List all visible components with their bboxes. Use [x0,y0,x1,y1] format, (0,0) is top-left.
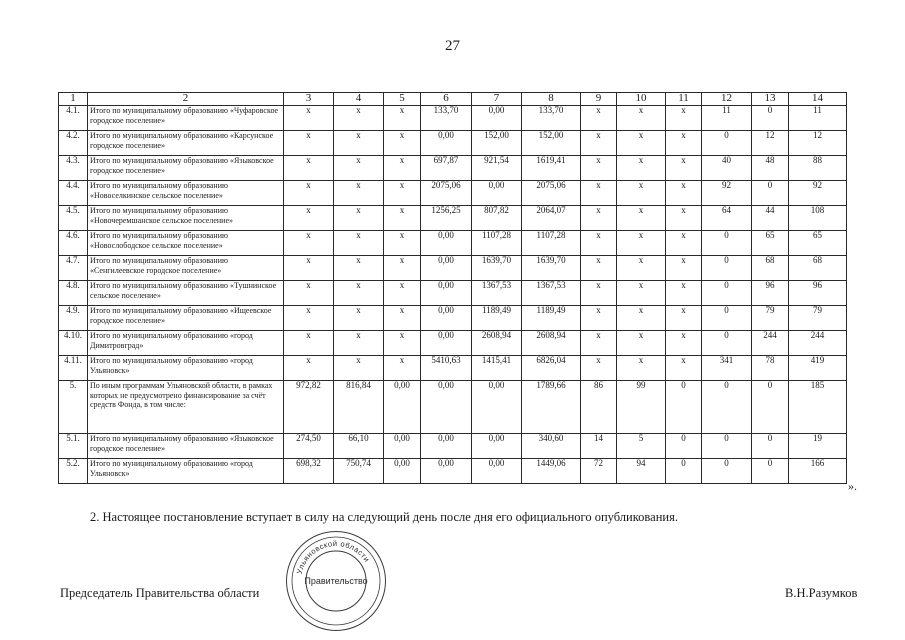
value-cell: x [617,331,666,356]
value-cell: 6826,04 [522,356,581,381]
row-name: Итого по муниципальному образованию «Новослободское сельское поселение» [88,231,284,256]
value-cell: x [581,356,617,381]
value-cell: 65 [752,231,789,256]
value-cell: 64 [702,206,752,231]
value-cell: 5410,63 [421,356,472,381]
table-row [59,231,847,256]
value-cell: 0 [702,331,752,356]
table-row [59,206,847,231]
value-cell: 12 [789,131,847,156]
row-name: Итого по муниципальному образованию «Языковское городское поселение» [88,156,284,181]
header-cell: 12 [702,93,752,106]
value-cell: 86 [581,381,617,434]
row-number: 4.11. [59,356,88,381]
value-cell: x [334,331,384,356]
value-cell: 48 [752,156,789,181]
value-cell: 0 [702,434,752,459]
value-cell: x [334,256,384,281]
row-number: 5.1. [59,434,88,459]
official-seal [286,531,386,631]
value-cell: x [284,306,334,331]
closing-quote: ». [848,479,857,493]
value-cell: x [666,106,702,131]
value-cell: 152,00 [472,131,522,156]
signature-title: Председатель Правительства области [60,586,260,600]
value-cell: 0 [702,459,752,484]
value-cell: x [666,131,702,156]
value-cell: x [384,156,421,181]
value-cell: 1415,41 [472,356,522,381]
table-row [59,381,847,434]
value-cell: 0 [702,281,752,306]
value-cell: 1189,49 [522,306,581,331]
value-cell: 92 [789,181,847,206]
row-number: 4.2. [59,131,88,156]
value-cell: 750,74 [334,459,384,484]
table-row [59,131,847,156]
value-cell: x [384,131,421,156]
value-cell: 0,00 [472,459,522,484]
value-cell: 68 [752,256,789,281]
value-cell: x [284,356,334,381]
value-cell: 133,70 [522,106,581,131]
value-cell: x [334,106,384,131]
header-cell: 1 [59,93,88,106]
header-cell: 5 [384,93,421,106]
value-cell: 0 [666,459,702,484]
value-cell: 807,82 [472,206,522,231]
value-cell: x [384,181,421,206]
value-cell: 65 [789,231,847,256]
value-cell: 2608,94 [472,331,522,356]
row-number: 4.10. [59,331,88,356]
value-cell: x [581,231,617,256]
value-cell: 40 [702,156,752,181]
value-cell: x [617,156,666,181]
value-cell: x [384,331,421,356]
value-cell: x [384,206,421,231]
value-cell: 2064,07 [522,206,581,231]
value-cell: x [581,206,617,231]
row-name: Итого по муниципальному образованию «город Димитровград» [88,331,284,356]
value-cell: 340,60 [522,434,581,459]
header-cell: 3 [284,93,334,106]
value-cell: x [581,306,617,331]
value-cell: 1189,49 [472,306,522,331]
page-number: 27 [445,38,460,54]
value-cell: 698,32 [284,459,334,484]
value-cell: 1367,53 [522,281,581,306]
row-number: 5.2. [59,459,88,484]
value-cell: x [581,131,617,156]
value-cell: x [666,356,702,381]
value-cell: 0 [702,231,752,256]
value-cell: 0,00 [421,231,472,256]
row-name: По иным программам Ульяновской области, в рамках которых не предусмотрено финансирование за счёт средств Фонда, в том числе: [88,381,284,434]
value-cell: 14 [581,434,617,459]
value-cell: 0,00 [421,281,472,306]
value-cell: 972,82 [284,381,334,434]
value-cell: x [617,106,666,131]
value-cell: 0 [702,256,752,281]
value-cell: x [384,356,421,381]
table-row [59,156,847,181]
row-name: Итого по муниципальному образованию «Чуфаровское городское поселение» [88,106,284,131]
value-cell: 19 [789,434,847,459]
value-cell: x [666,206,702,231]
value-cell: 152,00 [522,131,581,156]
value-cell: x [384,106,421,131]
value-cell: 0,00 [421,434,472,459]
value-cell: x [666,281,702,306]
row-name: Итого по муниципальному образованию «Карсунское городское поселение» [88,131,284,156]
value-cell: 1367,53 [472,281,522,306]
value-cell: 5 [617,434,666,459]
value-cell: 0 [702,381,752,434]
header-cell: 8 [522,93,581,106]
value-cell: x [384,306,421,331]
header-cell: 2 [88,93,284,106]
row-name: Итого по муниципальному образованию «Тушнинское сельское поселение» [88,281,284,306]
value-cell: 0 [752,434,789,459]
value-cell: 1619,41 [522,156,581,181]
row-number: 4.4. [59,181,88,206]
table-row [59,434,847,459]
value-cell: x [617,356,666,381]
clause-text: 2. Настоящее постановление вступает в силу на следующий день после дня его официального опубликования. [90,510,678,524]
value-cell: 0,00 [472,106,522,131]
value-cell: x [666,331,702,356]
value-cell: 0,00 [421,131,472,156]
value-cell: x [666,231,702,256]
value-cell: 1107,28 [472,231,522,256]
table-row [59,459,847,484]
seal-graphic [287,532,385,630]
value-cell: x [284,156,334,181]
value-cell: 0 [752,381,789,434]
row-number: 4.1. [59,106,88,131]
row-name: Итого по муниципальному образованию «город Ульяновск» [88,356,284,381]
value-cell: x [334,131,384,156]
table-row [59,181,847,206]
row-name: Итого по муниципальному образованию «Языковское городское поселение» [88,434,284,459]
value-cell: x [666,256,702,281]
value-cell: 244 [752,331,789,356]
value-cell: 0 [666,434,702,459]
value-cell: 79 [752,306,789,331]
value-cell: 816,84 [334,381,384,434]
value-cell: x [284,106,334,131]
value-cell: 0,00 [472,381,522,434]
value-cell: 0,00 [421,306,472,331]
value-cell: 72 [581,459,617,484]
header-cell: 4 [334,93,384,106]
value-cell: 96 [789,281,847,306]
value-cell: 1639,70 [522,256,581,281]
value-cell: 66,10 [334,434,384,459]
value-cell: 78 [752,356,789,381]
value-cell: 274,50 [284,434,334,459]
value-cell: 0,00 [472,181,522,206]
table-row [59,106,847,131]
data-table [58,92,847,484]
value-cell: x [666,306,702,331]
value-cell: 166 [789,459,847,484]
row-number: 4.6. [59,231,88,256]
value-cell: 0 [752,459,789,484]
header-cell: 7 [472,93,522,106]
value-cell: x [334,206,384,231]
value-cell: 0 [752,181,789,206]
value-cell: x [284,331,334,356]
row-number: 4.3. [59,156,88,181]
value-cell: 0 [666,381,702,434]
row-number: 4.9. [59,306,88,331]
value-cell: 99 [617,381,666,434]
signature-name: В.Н.Разумков [785,586,858,600]
value-cell: x [581,181,617,206]
value-cell: x [666,156,702,181]
table-row [59,356,847,381]
value-cell: 0,00 [384,434,421,459]
value-cell: 79 [789,306,847,331]
value-cell: x [617,206,666,231]
value-cell: 68 [789,256,847,281]
value-cell: 921,54 [472,156,522,181]
value-cell: 2075,06 [522,181,581,206]
value-cell: x [284,281,334,306]
seal-center-text: Правительство [304,576,368,586]
value-cell: 185 [789,381,847,434]
value-cell: x [284,206,334,231]
table-row [59,256,847,281]
value-cell: x [617,181,666,206]
value-cell: 133,70 [421,106,472,131]
row-name: Итого по муниципальному образованию «Ищеевское городское поселение» [88,306,284,331]
value-cell: 697,87 [421,156,472,181]
header-cell: 6 [421,93,472,106]
value-cell: x [581,331,617,356]
header-cell: 11 [666,93,702,106]
value-cell: 2075,06 [421,181,472,206]
row-number: 4.7. [59,256,88,281]
value-cell: x [581,256,617,281]
value-cell: 419 [789,356,847,381]
value-cell: 0,00 [421,381,472,434]
value-cell: 1639,70 [472,256,522,281]
seal-ring-text: Ульяновской области [294,538,372,575]
header-cell: 14 [789,93,847,106]
value-cell: x [284,231,334,256]
value-cell: 0,00 [472,434,522,459]
value-cell: x [334,231,384,256]
value-cell: 341 [702,356,752,381]
row-number: 5. [59,381,88,434]
value-cell: 0,00 [421,331,472,356]
value-cell: x [334,156,384,181]
value-cell: 0,00 [384,381,421,434]
value-cell: x [284,131,334,156]
value-cell: 92 [702,181,752,206]
value-cell: x [617,281,666,306]
value-cell: 44 [752,206,789,231]
table-row [59,331,847,356]
value-cell: 0 [752,106,789,131]
value-cell: x [384,256,421,281]
value-cell: 0 [702,306,752,331]
value-cell: 1256,25 [421,206,472,231]
value-cell: x [581,281,617,306]
value-cell: 12 [752,131,789,156]
value-cell: 96 [752,281,789,306]
table-header-row [59,93,847,106]
row-number: 4.5. [59,206,88,231]
value-cell: x [334,356,384,381]
value-cell: 0,00 [384,459,421,484]
value-cell: x [617,306,666,331]
header-cell: 13 [752,93,789,106]
value-cell: x [666,181,702,206]
value-cell: x [384,281,421,306]
value-cell: x [617,256,666,281]
value-cell: 0,00 [421,459,472,484]
row-name: Итого по муниципальному образованию «Сенгилеевское городское поселение» [88,256,284,281]
value-cell: 0 [702,131,752,156]
value-cell: x [384,231,421,256]
table-row [59,306,847,331]
value-cell: 11 [789,106,847,131]
row-name: Итого по муниципальному образованию «город Ульяновск» [88,459,284,484]
value-cell: 1789,66 [522,381,581,434]
header-cell: 10 [617,93,666,106]
value-cell: 11 [702,106,752,131]
row-number: 4.8. [59,281,88,306]
row-name: Итого по муниципальному образованию «Новоселкинское сельское поселение» [88,181,284,206]
value-cell: x [581,106,617,131]
value-cell: x [334,281,384,306]
value-cell: 2608,94 [522,331,581,356]
header-cell: 9 [581,93,617,106]
value-cell: 1449,06 [522,459,581,484]
value-cell: x [617,231,666,256]
table-row [59,281,847,306]
value-cell: 1107,28 [522,231,581,256]
value-cell: 88 [789,156,847,181]
value-cell: x [581,156,617,181]
value-cell: 0,00 [421,256,472,281]
value-cell: 108 [789,206,847,231]
value-cell: x [334,306,384,331]
value-cell: x [334,181,384,206]
value-cell: x [284,256,334,281]
row-name: Итого по муниципальному образованию «Новочеремшанское сельское поселение» [88,206,284,231]
value-cell: 244 [789,331,847,356]
value-cell: x [284,181,334,206]
value-cell: 94 [617,459,666,484]
value-cell: x [617,131,666,156]
